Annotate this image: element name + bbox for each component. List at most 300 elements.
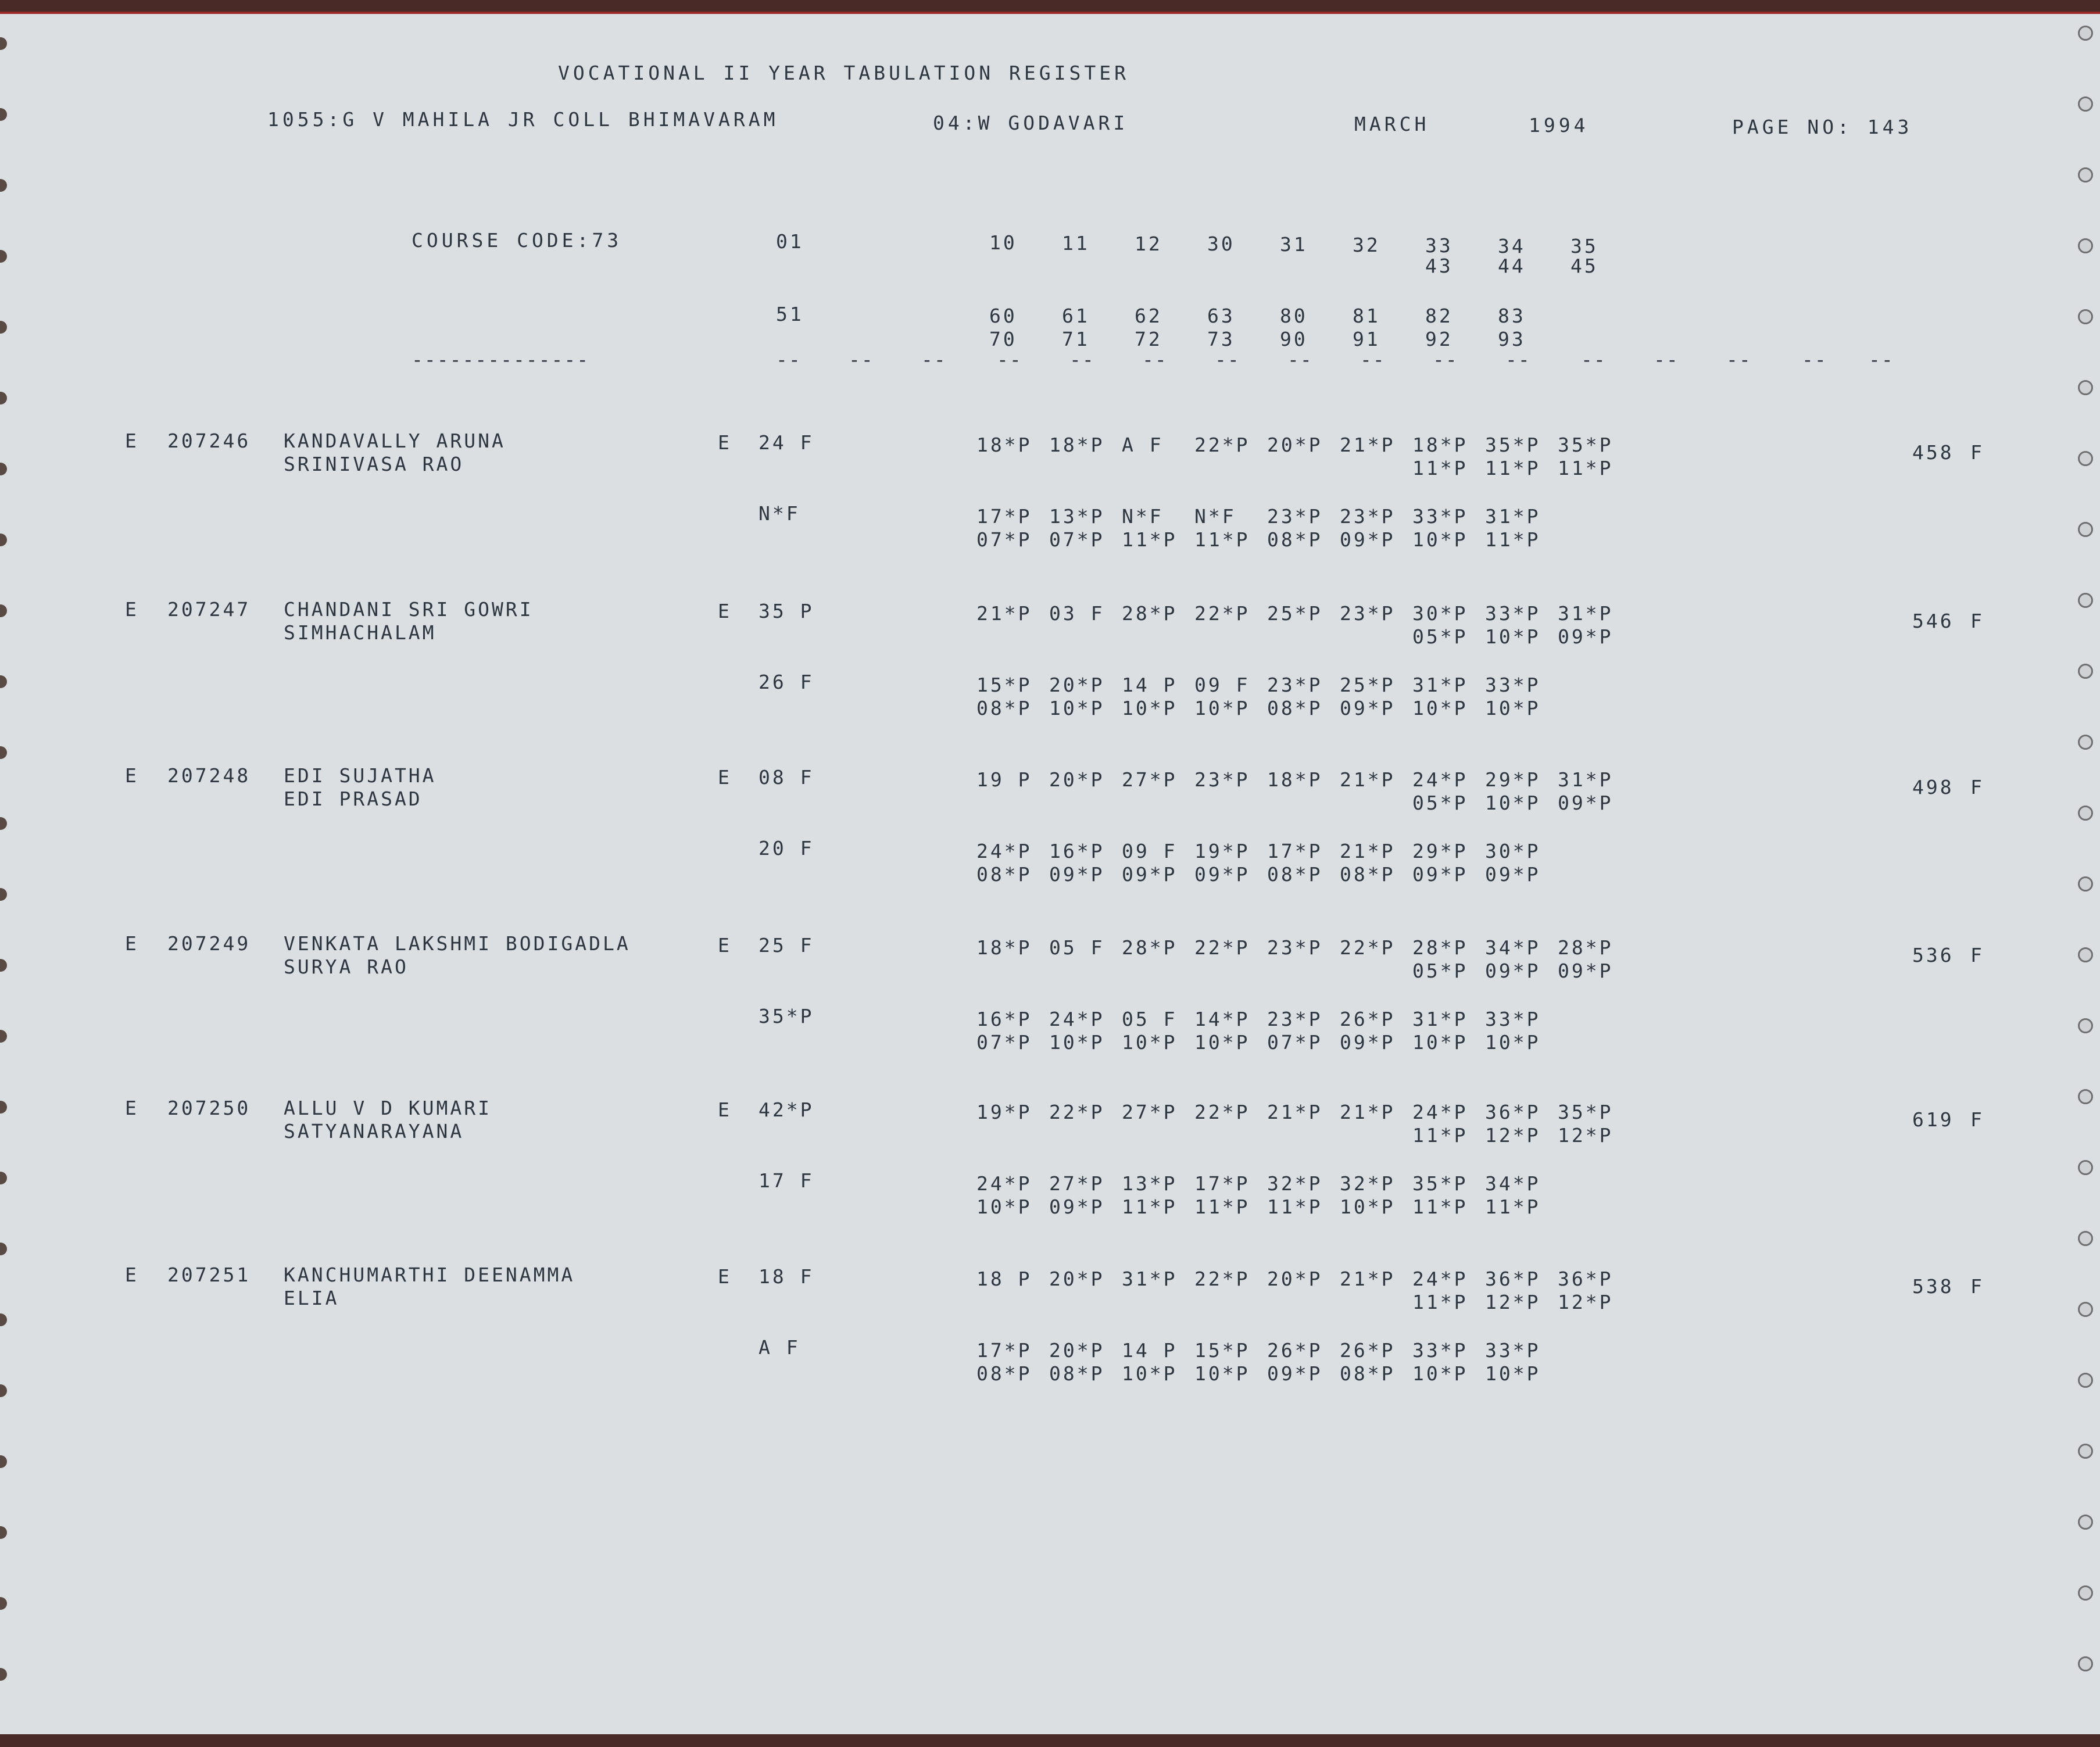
subject-marks: 14 P: [1122, 674, 1178, 696]
part1-marks: 42*P: [759, 1098, 814, 1121]
subject-marks: 18*P: [1049, 434, 1105, 456]
feed-hole: [2078, 1515, 2093, 1530]
subject-code: 92: [1425, 328, 1453, 350]
subject-marks: 09 F: [1122, 840, 1178, 862]
feed-hole: [0, 1030, 7, 1043]
column-rule: --: [1433, 348, 1458, 371]
subject-marks: 18*P: [976, 936, 1032, 959]
column-rule: --: [1142, 348, 1168, 371]
column-rule: --: [1869, 348, 1894, 371]
feed-hole: [2078, 309, 2093, 324]
feed-hole: [0, 321, 7, 334]
subject-code: 30: [1207, 232, 1235, 256]
feed-hole: [0, 888, 7, 901]
subject-marks: 21*P: [1340, 840, 1396, 862]
feed-hole: [2078, 1656, 2093, 1671]
subject-marks: 05*P: [1412, 960, 1468, 982]
subject-marks: 25*P: [1267, 602, 1323, 625]
feed-hole: [2078, 451, 2093, 466]
subject-marks: 21*P: [1267, 1101, 1323, 1123]
language-medium: E: [718, 766, 732, 789]
subject-marks: 07*P: [1049, 528, 1105, 551]
column-rule: --: [1360, 348, 1386, 371]
result-code: F: [1970, 776, 1984, 799]
tractor-feed-holes-right: [2083, 14, 2100, 1734]
feed-hole: [2078, 1444, 2093, 1459]
subject-marks: 11*P: [1412, 1195, 1468, 1218]
subject-marks: 19*P: [1194, 840, 1250, 862]
language-medium: E: [718, 934, 732, 957]
subject-marks: 07*P: [1267, 1031, 1323, 1054]
subject-marks: 22*P: [1194, 434, 1250, 456]
subject-marks: 24*P: [1412, 1268, 1468, 1290]
part1-marks: 25 F: [759, 934, 814, 957]
subject-marks: 22*P: [1194, 1101, 1250, 1123]
language-medium: E: [718, 1265, 732, 1288]
subject-marks: 30*P: [1412, 602, 1468, 625]
subject-marks: 10*P: [1194, 697, 1250, 719]
subject-marks: 35*P: [1485, 434, 1541, 456]
subject-marks: 23*P: [1267, 674, 1323, 696]
feed-hole: [2078, 96, 2093, 112]
feed-hole: [2078, 1373, 2093, 1388]
subject-marks: 10*P: [1194, 1031, 1250, 1054]
subject-marks: 10*P: [1122, 1031, 1178, 1054]
feed-hole: [2078, 1302, 2093, 1317]
subject-marks: 12*P: [1558, 1291, 1614, 1313]
column-rule: --: [1654, 348, 1679, 371]
subject-marks: 24*P: [976, 1172, 1032, 1195]
subject-marks: 22*P: [1194, 936, 1250, 959]
subject-marks: 14*P: [1194, 1008, 1250, 1030]
student-name: ALLU V D KUMARI: [284, 1097, 492, 1119]
subject-code: 91: [1353, 328, 1380, 350]
subject-marks: 10*P: [1412, 697, 1468, 719]
subject-marks: 12*P: [1485, 1124, 1541, 1147]
subject-marks: 35*P: [1558, 1101, 1614, 1123]
subject-marks: 30*P: [1485, 840, 1541, 862]
feed-hole: [2078, 380, 2093, 395]
subject-marks: 33*P: [1485, 1339, 1541, 1362]
subject-marks: 23*P: [1340, 602, 1396, 625]
father-name: SRINIVASA RAO: [284, 453, 464, 475]
subject-marks: 10*P: [1194, 1362, 1250, 1385]
subject-marks: 11*P: [1122, 528, 1178, 551]
subject-marks: 08*P: [1267, 697, 1323, 719]
subject-marks: 05*P: [1412, 792, 1468, 814]
subject-code: 70: [989, 328, 1017, 350]
subject-marks: 05 F: [1122, 1008, 1178, 1030]
subject-marks: 34*P: [1485, 1172, 1541, 1195]
subject-code: 71: [1062, 328, 1090, 350]
subject-code: 10: [989, 231, 1017, 254]
column-rule: --: [1802, 348, 1827, 371]
subject-marks: 35*P: [1412, 1172, 1468, 1195]
subject-marks: 27*P: [1122, 768, 1178, 791]
subject-marks: 10*P: [1412, 1362, 1468, 1385]
subject-marks: 20*P: [1267, 434, 1323, 456]
feed-hole: [2078, 522, 2093, 537]
subject-marks: 09 F: [1194, 674, 1250, 696]
part2-marks: 26 F: [759, 671, 814, 693]
subject-marks: 23*P: [1267, 1008, 1323, 1030]
subject-marks: 33*P: [1412, 505, 1468, 528]
subject-marks: 34*P: [1485, 936, 1541, 959]
subject-code: 44: [1498, 255, 1526, 277]
part2-marks: N*F: [759, 502, 800, 525]
language-medium: E: [718, 600, 732, 622]
subject-marks: 20*P: [1049, 674, 1105, 696]
subject-marks: 11*P: [1194, 1195, 1250, 1218]
total-marks: 498: [1912, 776, 1954, 799]
total-marks: 538: [1912, 1275, 1954, 1298]
subject-marks: 24*P: [1412, 1101, 1468, 1123]
feed-hole: [2078, 876, 2093, 892]
student-name: EDI SUJATHA: [284, 764, 437, 787]
father-name: SIMHACHALAM: [284, 621, 437, 644]
medium-code: E: [125, 598, 139, 621]
subject-marks: 08*P: [976, 697, 1032, 719]
subject-marks: 32*P: [1340, 1172, 1396, 1195]
feed-hole: [0, 1313, 7, 1326]
subject-marks: 18*P: [976, 434, 1032, 456]
feed-hole: [2078, 26, 2093, 41]
subject-marks: 23*P: [1267, 936, 1323, 959]
result-code: F: [1970, 1108, 1984, 1131]
subject-marks: 17*P: [1194, 1172, 1250, 1195]
subject-marks: 09*P: [1412, 863, 1468, 886]
subject-marks: 10*P: [1049, 697, 1105, 719]
feed-hole: [0, 534, 7, 546]
subject-marks: 05*P: [1412, 625, 1468, 648]
page-number: PAGE NO: 143: [1732, 116, 1913, 138]
part2-marks: 35*P: [759, 1005, 814, 1028]
subject-marks: 33*P: [1485, 602, 1541, 625]
subject-code: 63: [1207, 305, 1235, 327]
result-code: F: [1970, 441, 1984, 464]
column-rule: --: [997, 348, 1022, 371]
subject-code: 31: [1280, 233, 1308, 256]
subject-marks: 21*P: [1340, 1268, 1396, 1290]
column-rule: --: [1581, 348, 1607, 371]
subject-marks: 31*P: [1412, 1008, 1468, 1030]
column-rule: --: [1726, 348, 1752, 371]
feed-hole: [0, 108, 7, 121]
subject-marks: 36*P: [1558, 1268, 1614, 1290]
feed-hole: [0, 1668, 7, 1681]
feed-hole: [0, 959, 7, 972]
subject-marks: 10*P: [1485, 1362, 1541, 1385]
subject-marks: 17*P: [976, 1339, 1032, 1362]
subject-marks: 10*P: [1412, 1031, 1468, 1054]
subject-marks: 26*P: [1267, 1339, 1323, 1362]
subject-marks: 24*P: [976, 840, 1032, 862]
feed-hole: [0, 1384, 7, 1397]
subject-marks: 16*P: [976, 1008, 1032, 1030]
subject-marks: 23*P: [1267, 505, 1323, 528]
subject-marks: 19*P: [976, 1101, 1032, 1123]
part2-marks: A F: [759, 1336, 800, 1359]
subject-marks: 29*P: [1485, 768, 1541, 791]
father-name: SURYA RAO: [284, 955, 409, 978]
subject-marks: 21*P: [1340, 434, 1396, 456]
student-name: VENKATA LAKSHMI BODIGADLA: [284, 932, 631, 955]
feed-hole: [0, 1172, 7, 1184]
subject-marks: 09*P: [1340, 1031, 1396, 1054]
student-name: KANDAVALLY ARUNA: [284, 429, 506, 452]
subject-marks: 08*P: [1267, 528, 1323, 551]
result-code: F: [1970, 610, 1984, 632]
subject-marks: 09*P: [1267, 1362, 1323, 1385]
medium-code: E: [125, 1263, 139, 1286]
part1-marks: 24 F: [759, 431, 814, 454]
subject-marks: 17*P: [976, 505, 1032, 528]
subject-marks: 12*P: [1558, 1124, 1614, 1147]
medium-code: E: [125, 932, 139, 955]
column-rule: --: [1215, 348, 1240, 371]
subject-marks: 21*P: [976, 602, 1032, 625]
subject-code: 73: [1207, 328, 1235, 350]
feed-hole: [2078, 1585, 2093, 1601]
subject-marks: 18 P: [976, 1268, 1032, 1290]
header-rule: --------------: [412, 348, 590, 371]
subject-code: 33: [1425, 234, 1453, 257]
medium-code: E: [125, 764, 139, 787]
subject-code: 72: [1135, 328, 1162, 350]
subject-marks: N*F: [1194, 505, 1236, 528]
subject-marks: 20*P: [1049, 768, 1105, 791]
subject-code: 62: [1135, 305, 1162, 327]
subject-marks: N*F: [1122, 505, 1164, 528]
feed-hole: [0, 1455, 7, 1468]
feed-hole: [0, 1243, 7, 1255]
subject-marks: 31*P: [1485, 505, 1541, 528]
subject-marks: 11*P: [1485, 1195, 1541, 1218]
subject-code: 12: [1135, 232, 1162, 255]
feed-hole: [0, 746, 7, 759]
subject-marks: 09*P: [1194, 863, 1250, 886]
subject-marks: 11*P: [1485, 457, 1541, 479]
subject-marks: 11*P: [1412, 1291, 1468, 1313]
subject-code: 61: [1062, 305, 1090, 327]
column-rule: --: [776, 348, 802, 371]
subject-marks: 10*P: [1340, 1195, 1396, 1218]
feed-hole: [0, 1526, 7, 1539]
subject-marks: 08*P: [976, 863, 1032, 886]
feed-hole: [2078, 1018, 2093, 1033]
subject-marks: 28*P: [1122, 936, 1178, 959]
subject-code: 32: [1353, 234, 1380, 256]
hall-ticket-number: 207246: [167, 429, 251, 452]
part2-marks: 20 F: [759, 837, 814, 860]
feed-hole: [2078, 664, 2093, 679]
father-name: ELIA: [284, 1287, 339, 1309]
total-marks: 546: [1912, 610, 1954, 632]
subject-marks: 12*P: [1485, 1291, 1541, 1313]
feed-hole: [2078, 593, 2093, 608]
result-code: F: [1970, 1275, 1984, 1298]
subject-marks: 18*P: [1267, 768, 1323, 791]
subject-marks: 31*P: [1412, 674, 1468, 696]
total-marks: 458: [1912, 441, 1954, 464]
subject-marks: 08*P: [976, 1362, 1032, 1385]
subject-marks: 26*P: [1340, 1008, 1396, 1030]
subject-marks: 35*P: [1558, 434, 1614, 456]
subject-marks: 11*P: [1485, 528, 1541, 551]
feed-hole: [0, 37, 7, 50]
subject-marks: 08*P: [1049, 1362, 1105, 1385]
subject-marks: 25*P: [1340, 674, 1396, 696]
subject-marks: 17*P: [1267, 840, 1323, 862]
subject-code: 51: [776, 303, 804, 325]
feed-hole: [0, 392, 7, 404]
student-name: KANCHUMARTHI DEENAMMA: [284, 1263, 575, 1286]
subject-marks: 21*P: [1340, 768, 1396, 791]
subject-code: 01: [776, 230, 804, 253]
subject-marks: 10*P: [1485, 697, 1541, 719]
subject-marks: 33*P: [1485, 1008, 1541, 1030]
subject-marks: 33*P: [1485, 674, 1541, 696]
subject-marks: 27*P: [1122, 1101, 1178, 1123]
subject-marks: 28*P: [1558, 936, 1614, 959]
subject-marks: 15*P: [1194, 1339, 1250, 1362]
column-rule: --: [1505, 348, 1531, 371]
column-rule: --: [1069, 348, 1095, 371]
subject-marks: 28*P: [1122, 602, 1178, 625]
father-name: EDI PRASAD: [284, 787, 423, 810]
part2-marks: 17 F: [759, 1169, 814, 1192]
hall-ticket-number: 207250: [167, 1097, 251, 1119]
subject-marks: 23*P: [1194, 768, 1250, 791]
college-name: 1055:G V MAHILA JR COLL BHIMAVARAM: [267, 108, 779, 131]
hall-ticket-number: 207248: [167, 764, 251, 787]
subject-code: 11: [1062, 231, 1090, 255]
subject-marks: A F: [1122, 434, 1164, 456]
subject-marks: 31*P: [1558, 602, 1614, 625]
subject-marks: 33*P: [1412, 1339, 1468, 1362]
subject-marks: 10*P: [976, 1195, 1032, 1218]
subject-marks: 29*P: [1412, 840, 1468, 862]
hall-ticket-number: 207251: [167, 1263, 251, 1286]
medium-code: E: [125, 1097, 139, 1119]
subject-marks: 22*P: [1194, 602, 1250, 625]
exam-month: MARCH: [1354, 113, 1430, 135]
subject-code: 34: [1498, 234, 1526, 257]
subject-marks: 09*P: [1558, 792, 1614, 814]
subject-marks: 10*P: [1485, 625, 1541, 648]
subject-marks: 10*P: [1122, 697, 1178, 719]
subject-marks: 20*P: [1049, 1268, 1105, 1290]
father-name: SATYANARAYANA: [284, 1120, 464, 1143]
subject-marks: 24*P: [1412, 768, 1468, 791]
subject-marks: 22*P: [1049, 1101, 1105, 1123]
subject-marks: 09*P: [1122, 863, 1178, 886]
language-medium: E: [718, 431, 732, 454]
subject-marks: 10*P: [1049, 1031, 1105, 1054]
hall-ticket-number: 207247: [167, 598, 251, 621]
subject-marks: 20*P: [1049, 1339, 1105, 1362]
subject-code: 81: [1353, 305, 1380, 327]
student-name: CHANDANI SRI GOWRI: [284, 598, 534, 621]
subject-code: 35: [1570, 235, 1598, 258]
feed-hole: [2078, 735, 2093, 750]
feed-hole: [0, 604, 7, 617]
part1-marks: 35 P: [759, 600, 814, 622]
subject-marks: 28*P: [1412, 936, 1468, 959]
subject-marks: 10*P: [1122, 1362, 1178, 1385]
course-code: COURSE CODE:73: [412, 229, 623, 252]
part1-marks: 18 F: [759, 1265, 814, 1288]
register-sheet: [0, 12, 2100, 1734]
hall-ticket-number: 207249: [167, 932, 251, 955]
subject-marks: 08*P: [1267, 863, 1323, 886]
subject-marks: 11*P: [1412, 1124, 1468, 1147]
subject-marks: 19 P: [976, 768, 1032, 791]
subject-marks: 11*P: [1267, 1195, 1323, 1218]
subject-marks: 31*P: [1558, 768, 1614, 791]
subject-marks: 18*P: [1412, 434, 1468, 456]
subject-marks: 31*P: [1122, 1268, 1178, 1290]
subject-code: 80: [1280, 305, 1308, 327]
subject-marks: 22*P: [1194, 1268, 1250, 1290]
feed-hole: [2078, 1231, 2093, 1246]
subject-marks: 14 P: [1122, 1339, 1178, 1362]
column-rule: --: [1287, 348, 1313, 371]
subject-marks: 24*P: [1049, 1008, 1105, 1030]
feed-hole: [2078, 1160, 2093, 1175]
subject-marks: 03 F: [1049, 602, 1105, 625]
subject-marks: 09*P: [1485, 960, 1541, 982]
subject-marks: 11*P: [1412, 457, 1468, 479]
subject-marks: 36*P: [1485, 1268, 1541, 1290]
subject-marks: 07*P: [976, 528, 1032, 551]
subject-code: 82: [1425, 305, 1453, 327]
subject-marks: 32*P: [1267, 1172, 1323, 1195]
subject-marks: 13*P: [1122, 1172, 1178, 1195]
column-rule: --: [921, 348, 947, 371]
tractor-feed-holes-left: [0, 14, 17, 1734]
subject-marks: 13*P: [1049, 505, 1105, 528]
subject-marks: 16*P: [1049, 840, 1105, 862]
subject-marks: 11*P: [1122, 1195, 1178, 1218]
subject-marks: 11*P: [1194, 528, 1250, 551]
subject-marks: 23*P: [1340, 505, 1396, 528]
feed-hole: [2078, 167, 2093, 182]
subject-marks: 10*P: [1485, 792, 1541, 814]
feed-hole: [0, 250, 7, 263]
feed-hole: [0, 179, 7, 192]
subject-code: 43: [1425, 255, 1453, 277]
subject-marks: 08*P: [1340, 863, 1396, 886]
subject-code: 90: [1280, 328, 1308, 350]
result-code: F: [1970, 944, 1984, 966]
subject-marks: 09*P: [1558, 625, 1614, 648]
part1-marks: 08 F: [759, 766, 814, 789]
feed-hole: [2078, 806, 2093, 821]
language-medium: E: [718, 1098, 732, 1121]
feed-hole: [0, 1101, 7, 1114]
subject-marks: 07*P: [976, 1031, 1032, 1054]
subject-marks: 09*P: [1485, 863, 1541, 886]
feed-hole: [0, 463, 7, 475]
subject-marks: 05 F: [1049, 936, 1105, 959]
feed-hole: [0, 817, 7, 830]
feed-hole: [0, 675, 7, 688]
feed-hole: [2078, 238, 2093, 253]
subject-marks: 22*P: [1340, 936, 1396, 959]
column-rule: --: [849, 348, 874, 371]
subject-marks: 21*P: [1340, 1101, 1396, 1123]
